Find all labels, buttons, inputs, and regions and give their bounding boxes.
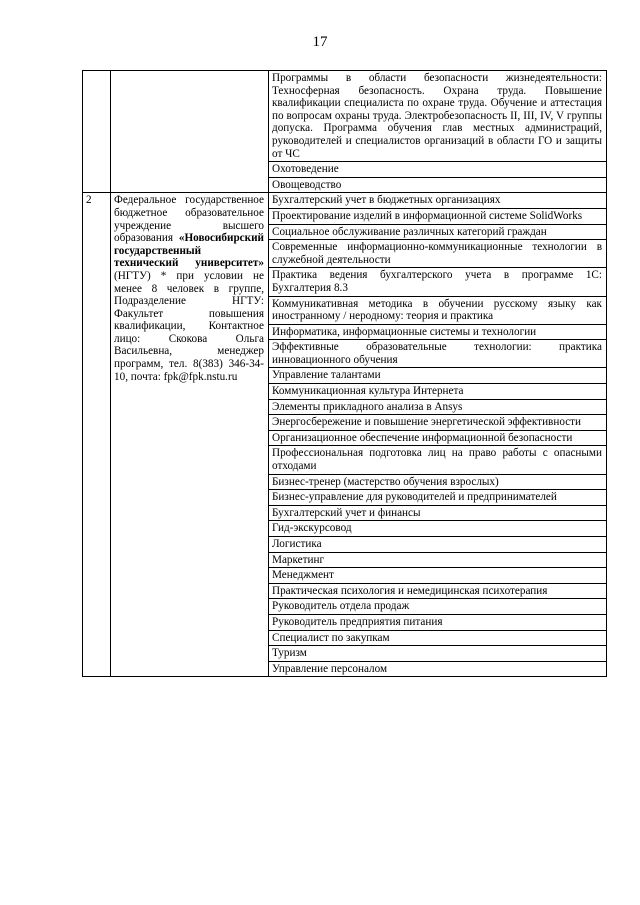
program-cell: Бухгалтерский учет в бюджетных организациях <box>269 193 607 209</box>
program-cell: Овощеводство <box>269 177 607 193</box>
program-cell: Менеджмент <box>269 568 607 584</box>
program-cell: Эффективные образовательные технологии: практика инновационного обучения <box>269 340 607 368</box>
program-cell: Специалист по закупкам <box>269 630 607 646</box>
row-number-cell: 2 <box>83 193 111 677</box>
program-cell: Управление персоналом <box>269 661 607 677</box>
program-cell: Проектирование изделий в информационной системе SolidWorks <box>269 208 607 224</box>
table-row <box>83 71 607 162</box>
program-cell: Коммуникационная культура Интернета <box>269 384 607 400</box>
program-cell: Бизнес-управление для руководителей и предпринимателей <box>269 490 607 506</box>
organization-name: «Новосибирский государственный технический университет» <box>114 232 264 270</box>
participation-condition: * при условии не менее 8 человек в группе, <box>114 269 264 295</box>
program-cell: Социальное обслуживание различных категорий граждан <box>269 224 607 240</box>
program-cell: Управление талантами <box>269 368 607 384</box>
organization-division: Подразделение НГТУ: Факультет повышения квалификации, <box>114 295 264 333</box>
program-cell: Бизнес-тренер (мастерство обучения взрослых) <box>269 474 607 490</box>
program-cell: Логистика <box>269 537 607 553</box>
programs-table <box>82 70 607 677</box>
organization-abbr: (НГТУ) <box>114 269 151 282</box>
program-cell: Коммуникативная методика в обучении русскому языку как иностранному / неродному: теория и практика <box>269 296 607 324</box>
program-cell: Энергосбережение и повышение энергетической эффективности <box>269 415 607 431</box>
program-cell: Практическая психология и немедицинская психотерапия <box>269 583 607 599</box>
program-cell: Программы в области безопасности жизнедеятельности: Техносферная безопасность. Охрана труда. Повышение квалификации специалиста по охране труда. Обучение и аттестация по вопросам охраны труда. Электробезопасность II, III, IV, V группы допуска. Программа обучения глав местных администраций, руководителей и специалистов организаций в области ГО и защиты от ЧС <box>269 71 607 162</box>
program-cell: Маркетинг <box>269 552 607 568</box>
program-cell: Элементы прикладного анализа в Ansys <box>269 399 607 415</box>
program-cell: Современные информационно-коммуникационные технологии в служебной деятельности <box>269 240 607 268</box>
program-cell: Бухгалтерский учет и финансы <box>269 505 607 521</box>
row-number-cell <box>83 71 111 193</box>
program-cell: Туризм <box>269 646 607 662</box>
program-cell: Руководитель отдела продаж <box>269 599 607 615</box>
program-cell: Практика ведения бухгалтерского учета в программе 1С: Бухгалтерия 8.3 <box>269 268 607 296</box>
program-cell: Профессиональная подготовка лиц на право работы с опасными отходами <box>269 446 607 474</box>
program-cell: Гид-экскурсовод <box>269 521 607 537</box>
program-cell: Охотоведение <box>269 162 607 178</box>
program-cell: Руководитель предприятия питания <box>269 614 607 630</box>
contact-info: Контактное лицо: Скокова Ольга Васильевна, менеджер программ, тел. 8(383) 346-34-10, почта: fpk@fpk.nstu.ru <box>114 320 264 383</box>
organization-cell <box>111 193 269 677</box>
organization-intro: Федеральное государственное бюджетное образовательное учреждение высшего образования <box>114 194 264 245</box>
program-cell: Информатика, информационные системы и технологии <box>269 324 607 340</box>
table-row <box>83 193 607 209</box>
organization-cell <box>111 71 269 193</box>
page-number: 17 <box>312 34 328 50</box>
program-cell: Организационное обеспечение информационной безопасности <box>269 430 607 446</box>
